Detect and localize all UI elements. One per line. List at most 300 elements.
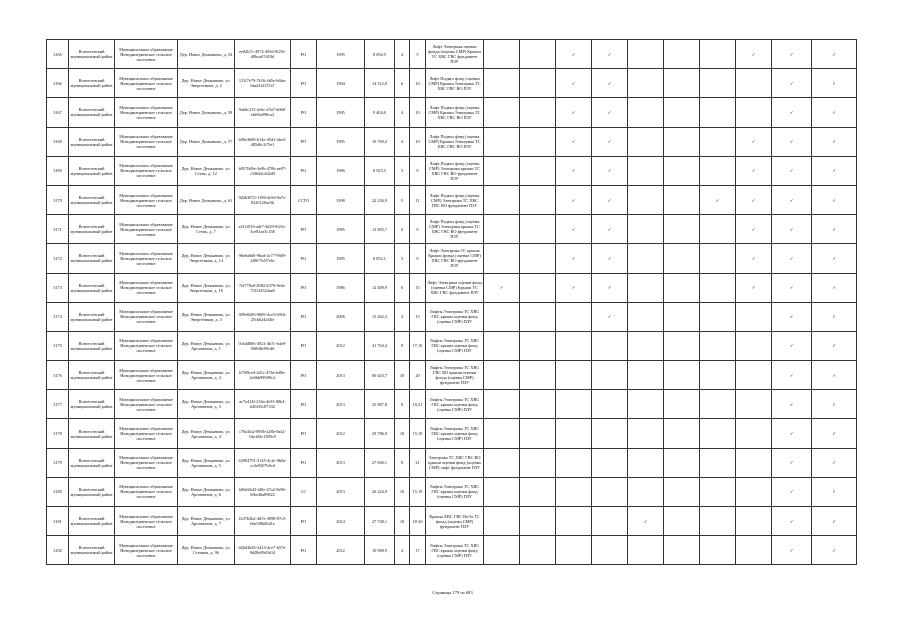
- entrances-cell: 15,19: [410, 419, 426, 448]
- district-cell: Вознесенский муниципальный район: [69, 419, 115, 448]
- municipality-cell: Муниципальное образование Новодмитриевское сельское поселение: [115, 98, 178, 127]
- year-built-cell: 1986: [317, 273, 365, 302]
- empty-check-cell: [700, 156, 736, 185]
- area-cell: 9 404,0: [365, 98, 395, 127]
- address-cell: Дер. Новое Демьяново, ул. Энергетиков, д. 3: [178, 302, 235, 331]
- empty-check-cell: [556, 390, 592, 419]
- empty-check-cell: [484, 448, 520, 477]
- row-number: 3176: [47, 361, 69, 390]
- year-built-cell: 1986: [317, 156, 365, 185]
- area-cell: 60 443,7: [365, 361, 395, 390]
- municipality-cell: Муниципальное образование Новодмитриевское сельское поселение: [115, 302, 178, 331]
- works-list-cell: Лифты Электрика ТС ХВС ГВС ВО крыши оценки фонда (оценка СМР) фундамент ПЗУ: [426, 361, 484, 390]
- area-cell: 6 925,5: [365, 156, 395, 185]
- empty-check-cell: [628, 98, 664, 127]
- address-cell: Дер. Новое Демьяново, д. 54: [178, 40, 235, 69]
- empty-check-cell: [628, 40, 664, 69]
- row-number: 3181: [47, 507, 69, 536]
- check-mark-icon: ✓: [556, 69, 592, 98]
- check-mark-icon: ✓: [736, 215, 772, 244]
- empty-check-cell: [484, 477, 520, 506]
- municipality-cell: Муниципальное образование Новодмитриевское сельское поселение: [115, 507, 178, 536]
- empty-check-cell: [520, 419, 556, 448]
- year-built-cell: 1995: [317, 98, 365, 127]
- empty-check-cell: [520, 185, 556, 214]
- check-mark-icon: ✓: [736, 156, 772, 185]
- municipality-cell: Муниципальное образование Новодмитриевское сельское поселение: [115, 331, 178, 360]
- municipality-cell: Муниципальное образование Новодмитриевское сельское поселение: [115, 361, 178, 390]
- year-built-cell: 2013: [317, 390, 365, 419]
- area-cell: 22 236,9: [365, 185, 395, 214]
- works-list-cell: Лифты Электрика ТС ХВС ГВС крыша оценки фонд (оценка СМР) ПЗУ: [426, 390, 484, 419]
- works-list-cell: Лифт Подвал фонд (оценка СМР) Крыши Электрика ТС ХВС ГВС ВО ПЗУ: [426, 127, 484, 156]
- entrances-cell: 5: [410, 40, 426, 69]
- entrances-cell: 21: [410, 448, 426, 477]
- table-row: [47, 361, 857, 390]
- address-cell: Дер. Новое Демьяново, ул. Аргонавтов, д. 6: [178, 477, 235, 506]
- district-cell: Вознесенский муниципальный район: [69, 507, 115, 536]
- check-mark-icon: ✓: [772, 419, 812, 448]
- floors-cell: 10: [395, 419, 410, 448]
- year-built-cell: 2006: [317, 302, 365, 331]
- house-id-cell: 121f7e79-7b16-4d5e-b6ba-0aad1f2157a7: [235, 69, 291, 98]
- check-mark-icon: ✓: [812, 536, 857, 565]
- table-row: [47, 215, 857, 244]
- check-mark-icon: ✓: [556, 127, 592, 156]
- municipality-cell: Муниципальное образование Новодмитриевское сельское поселение: [115, 156, 178, 185]
- house-id-cell: 1b37b3b2-4d7e-4998-87c5-b6e5f8b0bd1e: [235, 507, 291, 536]
- works-list-cell: Лифт Электрика ТС крыша Крыши фонда (оценка СМР) ХВС ГВС ВО фундамент ПЗУ: [426, 244, 484, 273]
- check-mark-icon: ✓: [736, 244, 772, 273]
- empty-check-cell: [700, 127, 736, 156]
- empty-check-cell: [592, 390, 628, 419]
- check-mark-icon: ✓: [812, 361, 857, 390]
- check-mark-icon: ✓: [812, 419, 857, 448]
- floors-cell: 4: [395, 536, 410, 565]
- district-cell: Вознесенский муниципальный район: [69, 273, 115, 302]
- check-mark-icon: ✓: [592, 69, 628, 98]
- floors-cell: 8: [395, 390, 410, 419]
- check-mark-icon: ✓: [592, 98, 628, 127]
- table-row: [47, 98, 857, 127]
- check-mark-icon: ✓: [772, 273, 812, 302]
- tech-condition-cell: РО: [291, 273, 317, 302]
- address-cell: Дер. Новое Демьяново, ул. Аргонавтов, д. 7: [178, 507, 235, 536]
- house-id-cell: b96e3b86-b14e-45d1-abe2-485d6c2f7fe1: [235, 127, 291, 156]
- check-mark-icon: ✓: [772, 390, 812, 419]
- works-list-cell: Лифты Электрика ТС ХВС ГВС крыша оценки фонд (оценка СМР) ПЗУ: [426, 477, 484, 506]
- district-cell: Вознесенский муниципальный район: [69, 244, 115, 273]
- district-cell: Вознесенский муниципальный район: [69, 448, 115, 477]
- check-mark-icon: ✓: [772, 215, 812, 244]
- row-number: 3178: [47, 419, 69, 448]
- check-mark-icon: ✓: [772, 185, 812, 214]
- empty-check-cell: [556, 361, 592, 390]
- entrances-cell: 10: [410, 98, 426, 127]
- empty-check-cell: [484, 331, 520, 360]
- check-mark-icon: ✓: [772, 448, 812, 477]
- empty-check-cell: [700, 302, 736, 331]
- empty-check-cell: [700, 215, 736, 244]
- check-mark-icon: ✓: [556, 40, 592, 69]
- row-number: 3166: [47, 69, 69, 98]
- check-mark-icon: ✓: [812, 185, 857, 214]
- house-id-cell: e211f016-adf7-4d29-9f23c-3ce81ae3c158: [235, 215, 291, 244]
- empty-check-cell: [520, 40, 556, 69]
- empty-check-cell: [664, 127, 700, 156]
- empty-check-cell: [664, 361, 700, 390]
- empty-check-cell: [664, 331, 700, 360]
- empty-check-cell: [736, 302, 772, 331]
- empty-check-cell: [556, 448, 592, 477]
- district-cell: Вознесенский муниципальный район: [69, 98, 115, 127]
- entrances-cell: 9: [410, 156, 426, 185]
- floors-cell: 6: [395, 273, 410, 302]
- check-mark-icon: ✓: [812, 477, 857, 506]
- floors-cell: 8: [395, 448, 410, 477]
- house-id-cell: 389e8206-9809-4ce3-b91b-25cb624f43fe: [235, 302, 291, 331]
- check-mark-icon: ✓: [812, 302, 857, 331]
- empty-check-cell: [664, 477, 700, 506]
- address-cell: Дер. Новое Демьяново, ул. Энергетиков, д. 14: [178, 244, 235, 273]
- area-cell: 26 224,9: [365, 477, 395, 506]
- floors-cell: 3: [395, 156, 410, 185]
- empty-check-cell: [592, 448, 628, 477]
- district-cell: Вознесенский муниципальный район: [69, 331, 115, 360]
- check-mark-icon: ✓: [556, 244, 592, 273]
- address-cell: Дер. Новое Демьяново, ул. Степь, д. 12: [178, 156, 235, 185]
- floors-cell: 4: [395, 302, 410, 331]
- row-number: 3180: [47, 477, 69, 506]
- empty-check-cell: [628, 477, 664, 506]
- empty-check-cell: [520, 331, 556, 360]
- empty-check-cell: [628, 244, 664, 273]
- row-number: 3182: [47, 536, 69, 565]
- row-number: 3172: [47, 244, 69, 273]
- address-cell: Дер. Новое Демьяново, ул. Степная, д. 96: [178, 536, 235, 565]
- empty-check-cell: [700, 477, 736, 506]
- row-number: 3175: [47, 331, 69, 360]
- check-mark-icon: ✓: [812, 273, 857, 302]
- municipality-cell: Муниципальное образование Новодмитриевское сельское поселение: [115, 69, 178, 98]
- works-list-cell: Крыши ХВС ГВС ВоЭл ТС фасад (оценка СМР) фундамент ПЗУ: [426, 507, 484, 536]
- year-built-cell: 2012: [317, 331, 365, 360]
- house-id-cell: b7f69ce4-441c-47be-bd8e-2e6bb999ff9c2: [235, 361, 291, 390]
- tech-condition-cell: РО: [291, 536, 317, 565]
- check-mark-icon: ✓: [772, 127, 812, 156]
- empty-check-cell: [700, 40, 736, 69]
- empty-check-cell: [628, 419, 664, 448]
- district-cell: Вознесенский муниципальный район: [69, 302, 115, 331]
- row-number: 3168: [47, 127, 69, 156]
- check-mark-icon: ✓: [772, 302, 812, 331]
- check-mark-icon: ✓: [736, 185, 772, 214]
- tech-condition-cell: РО: [291, 507, 317, 536]
- check-mark-icon: ✓: [736, 127, 772, 156]
- address-cell: Дер. Новое Демьяново, д. 57: [178, 127, 235, 156]
- works-list-cell: Лифт Подвал фонд (оценка СМР) Электрика ТС ХВС ГВС ВО фундамент ПЗУ: [426, 185, 484, 214]
- row-number: 3179: [47, 448, 69, 477]
- area-cell: 12 409,9: [365, 273, 395, 302]
- empty-check-cell: [592, 536, 628, 565]
- empty-check-cell: [520, 244, 556, 273]
- empty-check-cell: [484, 361, 520, 390]
- works-list-cell: Лифты Электрика ТС ХВС ГВС крыша оценки фонд (оценка СМР) ПЗУ: [426, 302, 484, 331]
- empty-check-cell: [736, 536, 772, 565]
- check-mark-icon: ✓: [592, 244, 628, 273]
- empty-check-cell: [520, 127, 556, 156]
- address-cell: Дер. Новое Демьяново, ул. Аргонавтов, д. 5: [178, 448, 235, 477]
- tech-condition-cell: РО: [291, 302, 317, 331]
- empty-check-cell: [520, 215, 556, 244]
- floors-cell: 4: [395, 127, 410, 156]
- empty-check-cell: [700, 390, 736, 419]
- check-mark-icon: ✓: [700, 185, 736, 214]
- floors-cell: 10: [395, 361, 410, 390]
- check-mark-icon: ✓: [592, 302, 628, 331]
- area-cell: 27 696,1: [365, 448, 395, 477]
- tech-condition-cell: РО: [291, 156, 317, 185]
- tech-condition-cell: РО: [291, 69, 317, 98]
- check-mark-icon: ✓: [812, 127, 857, 156]
- table-row: [47, 536, 857, 565]
- address-cell: Дер. Новое Демьяново, ул. Степь, д. 7: [178, 215, 235, 244]
- address-cell: Дер. Новое Демьяново, ул. Энергетиков, д. 16: [178, 273, 235, 302]
- entrances-cell: 17,19: [410, 331, 426, 360]
- empty-check-cell: [484, 507, 520, 536]
- empty-check-cell: [736, 477, 772, 506]
- address-cell: Дер. Новое Демьяново, ул. Аргонавтов, д. 2: [178, 361, 235, 390]
- check-mark-icon: ✓: [736, 273, 772, 302]
- area-cell: 10 769,2: [365, 127, 395, 156]
- empty-check-cell: [628, 273, 664, 302]
- check-mark-icon: ✓: [592, 156, 628, 185]
- area-cell: 12 895,7: [365, 215, 395, 244]
- empty-check-cell: [520, 361, 556, 390]
- check-mark-icon: ✓: [812, 390, 857, 419]
- works-list-cell: Лифт Электрика оценки фонд (оценка СМР) Крыши ТС ХВС ГВС фундамент ПЗУ: [426, 273, 484, 302]
- floors-cell: 3: [395, 244, 410, 273]
- check-mark-icon: ✓: [592, 273, 628, 302]
- check-mark-icon: ✓: [556, 273, 592, 302]
- empty-check-cell: [520, 448, 556, 477]
- empty-check-cell: [700, 69, 736, 98]
- area-cell: 41 764,4: [365, 331, 395, 360]
- works-list-cell: Электрика ТС ХВС ГВС ВО крыши оценки фонд (оценка СМР) лифт фундамент ПЗУ: [426, 448, 484, 477]
- area-cell: 13 262,3: [365, 302, 395, 331]
- table-row: [47, 448, 857, 477]
- row-number: 3170: [47, 185, 69, 214]
- entrances-cell: 10: [410, 69, 426, 98]
- table-row: [47, 156, 857, 185]
- year-built-cell: 2013: [317, 448, 365, 477]
- empty-check-cell: [700, 331, 736, 360]
- empty-check-cell: [484, 69, 520, 98]
- table-row: [47, 477, 857, 506]
- table-row: [47, 273, 857, 302]
- table-row: [47, 507, 857, 536]
- empty-check-cell: [736, 419, 772, 448]
- house-id-cell: b6bd3b45-3413-4ce7-b57e-9d28e99d3d14: [235, 536, 291, 565]
- table-row: [47, 244, 857, 273]
- table-row: [47, 40, 857, 69]
- register-body: [47, 40, 857, 565]
- check-mark-icon: ✓: [628, 507, 664, 536]
- empty-check-cell: [592, 331, 628, 360]
- check-mark-icon: ✓: [736, 40, 772, 69]
- address-cell: Дер. Новое Демьяново, ул. Аргонавтов, д. 1: [178, 331, 235, 360]
- municipality-cell: Муниципальное образование Новодмитриевское сельское поселение: [115, 127, 178, 156]
- year-built-cell: 2012: [317, 419, 365, 448]
- table-row: [47, 331, 857, 360]
- empty-check-cell: [664, 185, 700, 214]
- empty-check-cell: [520, 98, 556, 127]
- year-built-cell: 1994: [317, 69, 365, 98]
- empty-check-cell: [484, 98, 520, 127]
- check-mark-icon: ✓: [812, 244, 857, 273]
- check-mark-icon: ✓: [812, 156, 857, 185]
- tech-condition-cell: ССТО: [291, 185, 317, 214]
- entrances-cell: 10,21: [410, 390, 426, 419]
- empty-check-cell: [520, 302, 556, 331]
- entrances-cell: 15: [410, 302, 426, 331]
- municipality-cell: Муниципальное образование Новодмитриевское сельское поселение: [115, 215, 178, 244]
- works-list-cell: Лифт Электрика оценки фонда (оценка СМР) Крыши ТС ХВС ГВС фундамент ПЗУ: [426, 40, 484, 69]
- entrances-cell: 17: [410, 536, 426, 565]
- house-id-cell: 9d2b3072-1390-4e9d-9a7e-9220120ae5b: [235, 185, 291, 214]
- district-cell: Вознесенский муниципальный район: [69, 536, 115, 565]
- empty-check-cell: [664, 390, 700, 419]
- check-mark-icon: ✓: [772, 536, 812, 565]
- empty-check-cell: [664, 273, 700, 302]
- empty-check-cell: [484, 302, 520, 331]
- empty-check-cell: [520, 273, 556, 302]
- floors-cell: 9: [395, 331, 410, 360]
- empty-check-cell: [628, 185, 664, 214]
- district-cell: Вознесенский муниципальный район: [69, 40, 115, 69]
- house-id-cell: 7ef778a0-4982-4376-9e4e-7f314452dae6: [235, 273, 291, 302]
- district-cell: Вознесенский муниципальный район: [69, 215, 115, 244]
- empty-check-cell: [628, 331, 664, 360]
- entrances-cell: 11: [410, 185, 426, 214]
- check-mark-icon: ✓: [772, 331, 812, 360]
- empty-check-cell: [484, 419, 520, 448]
- address-cell: Дер. Новое Демьяново, ул. Аргонавтов, д. 4: [178, 419, 235, 448]
- empty-check-cell: [592, 361, 628, 390]
- empty-check-cell: [736, 390, 772, 419]
- empty-check-cell: [520, 156, 556, 185]
- empty-check-cell: [628, 302, 664, 331]
- municipality-cell: Муниципальное образование Новодмитриевское сельское поселение: [115, 448, 178, 477]
- empty-check-cell: [556, 331, 592, 360]
- table-row: [47, 390, 857, 419]
- district-cell: Вознесенский муниципальный район: [69, 477, 115, 506]
- empty-check-cell: [484, 40, 520, 69]
- empty-check-cell: [484, 536, 520, 565]
- empty-check-cell: [628, 361, 664, 390]
- district-cell: Вознесенский муниципальный район: [69, 69, 115, 98]
- entrances-cell: 15,19: [410, 477, 426, 506]
- floors-cell: 10: [395, 507, 410, 536]
- check-mark-icon: ✓: [772, 244, 812, 273]
- entrances-cell: 15: [410, 273, 426, 302]
- empty-check-cell: [520, 390, 556, 419]
- municipality-cell: Муниципальное образование Новодмитриевское сельское поселение: [115, 536, 178, 565]
- floors-cell: 6: [395, 215, 410, 244]
- house-id-cell: ac7e414f-236a-4e53-80b4-b46f35c87332: [235, 390, 291, 419]
- house-id-cell: 9ab6c215-2e6c-45a7-b068-ebff6a098ca2: [235, 98, 291, 127]
- row-number: 3169: [47, 156, 69, 185]
- year-built-cell: 2014: [317, 507, 365, 536]
- empty-check-cell: [628, 69, 664, 98]
- check-mark-icon: ✓: [484, 273, 520, 302]
- area-cell: 6 052,1: [365, 244, 395, 273]
- empty-check-cell: [700, 419, 736, 448]
- check-mark-icon: ✓: [772, 361, 812, 390]
- tech-condition-cell: РО: [291, 127, 317, 156]
- check-mark-icon: ✓: [556, 185, 592, 214]
- check-mark-icon: ✓: [556, 215, 592, 244]
- empty-check-cell: [628, 127, 664, 156]
- empty-check-cell: [664, 69, 700, 98]
- year-built-cell: 1998: [317, 185, 365, 214]
- tech-condition-cell: РО: [291, 448, 317, 477]
- check-mark-icon: ✓: [592, 127, 628, 156]
- check-mark-icon: ✓: [772, 98, 812, 127]
- year-built-cell: 1985: [317, 215, 365, 244]
- tech-condition-cell: РО: [291, 331, 317, 360]
- tech-condition-cell: РО: [291, 215, 317, 244]
- floors-cell: 10: [395, 477, 410, 506]
- year-built-cell: 1995: [317, 127, 365, 156]
- empty-check-cell: [556, 507, 592, 536]
- check-mark-icon: ✓: [812, 507, 857, 536]
- year-built-cell: 1985: [317, 244, 365, 273]
- empty-check-cell: [520, 69, 556, 98]
- empty-check-cell: [556, 419, 592, 448]
- check-mark-icon: ✓: [772, 507, 812, 536]
- house-id-cell: b0570d9e-3e9b-470b-ae07-c336d2c4d2d5: [235, 156, 291, 185]
- address-cell: Дер. Новое Демьяново, ул. Аргонавтов, д. 3: [178, 390, 235, 419]
- empty-check-cell: [556, 536, 592, 565]
- check-mark-icon: ✓: [772, 69, 812, 98]
- empty-check-cell: [592, 477, 628, 506]
- entrances-cell: 9: [410, 244, 426, 273]
- empty-check-cell: [664, 98, 700, 127]
- table-row: [47, 419, 857, 448]
- works-list-cell: Лифт Подвал фонд (оценка СМР) Электрика крыши ТС ХВС ГВС ВО фундамент ПЗУ: [426, 156, 484, 185]
- works-list-cell: Лифты Электрика ТС ХВС ГВС крыша оценки фонд (оценка СМР) ПЗУ: [426, 536, 484, 565]
- empty-check-cell: [664, 40, 700, 69]
- table-row: [47, 302, 857, 331]
- empty-check-cell: [700, 448, 736, 477]
- check-mark-icon: ✓: [812, 69, 857, 98]
- municipality-cell: Муниципальное образование Новодмитриевское сельское поселение: [115, 244, 178, 273]
- row-number: 3165: [47, 40, 69, 69]
- house-id-cell: ee82b7c-4974-495d-0f25f-d8bca07d18d: [235, 40, 291, 69]
- tech-condition-cell: РО: [291, 419, 317, 448]
- year-built-cell: 2013: [317, 361, 365, 390]
- area-cell: 27 748,1: [365, 507, 395, 536]
- empty-check-cell: [484, 127, 520, 156]
- empty-check-cell: [700, 361, 736, 390]
- entrances-cell: 20: [410, 361, 426, 390]
- municipality-cell: Муниципальное образование Новодмитриевское сельское поселение: [115, 185, 178, 214]
- area-cell: 14 512,0: [365, 69, 395, 98]
- empty-check-cell: [664, 448, 700, 477]
- check-mark-icon: ✓: [812, 215, 857, 244]
- municipality-cell: Муниципальное образование Новодмитриевское сельское поселение: [115, 477, 178, 506]
